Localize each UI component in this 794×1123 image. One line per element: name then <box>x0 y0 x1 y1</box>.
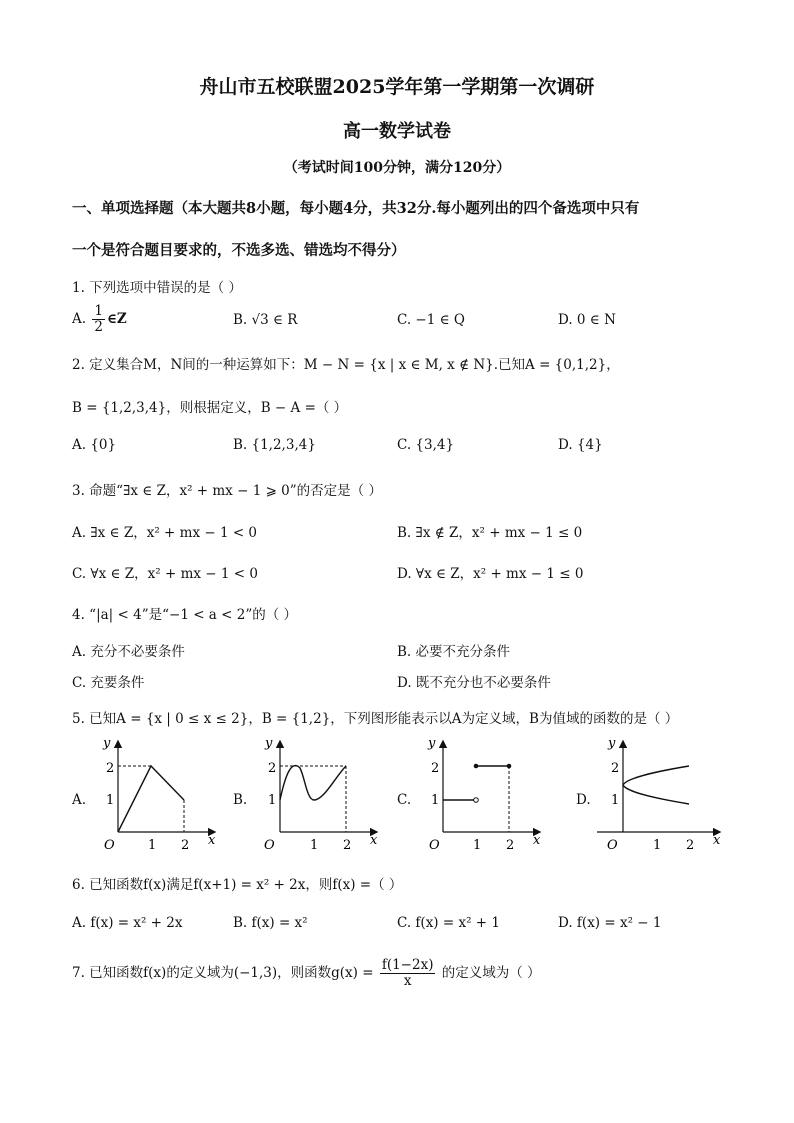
x-tick-2: 2 <box>181 838 190 853</box>
q4-option-d: D. 既不充分也不必要条件 <box>397 675 551 691</box>
q3-option-c: C. ∀x ∈ Z，x² + mx − 1 < 0 <box>72 566 258 582</box>
question-7-stem-part2: 的定义域为（ ） <box>441 965 541 981</box>
x-tick-2: 2 <box>506 838 515 853</box>
question-4-stem: 4. “|a| < 4”是“−1 < a < 2”的（ ） <box>72 607 298 623</box>
q5-graph-a <box>88 732 223 857</box>
q5-graph-a-label: A. <box>72 792 87 808</box>
fraction <box>92 304 105 335</box>
q1-option-a-label: A. <box>72 311 87 327</box>
q2-option-a: A. {0} <box>72 437 117 453</box>
y-tick-1: 1 <box>611 793 620 808</box>
x-axis-label: x <box>370 833 378 848</box>
question-1-stem: 1. 下列选项中错误的是（ ） <box>72 280 242 296</box>
section-heading-line1: 一、单项选择题（本大题共8小题，每小题4分，共32分.每小题列出的四个备选项中只有 <box>72 200 640 217</box>
function-curve <box>118 766 184 832</box>
q1-option-c: C. −1 ∈ Q <box>397 312 465 328</box>
q1-option-d: D. 0 ∈ N <box>558 312 616 328</box>
fraction-denominator: x <box>403 973 412 989</box>
x-tick-2: 2 <box>686 838 695 853</box>
question-6-stem: 6. 已知函数f(x)满足f(x+1) = x² + 2x，则f(x) =（ ） <box>72 877 403 893</box>
q3-option-d: D. ∀x ∈ Z，x² + mx − 1 ≤ 0 <box>397 566 584 582</box>
fraction-numerator: 1 <box>94 303 103 319</box>
q5-graph-d <box>593 732 728 857</box>
y-tick-1: 1 <box>106 793 115 808</box>
fraction-denominator: 2 <box>94 319 103 335</box>
x-axis-label: x <box>713 833 721 848</box>
q4-option-a: A. 充分不必要条件 <box>72 644 185 660</box>
q1-option-a <box>72 304 127 335</box>
question-7-stem <box>72 958 541 989</box>
q5-graph-b-label: B. <box>233 792 248 808</box>
y-tick-1: 1 <box>431 793 440 808</box>
q6-option-a: A. f(x) = x² + 2x <box>72 915 183 931</box>
question-5-stem: 5. 已知A = {x | 0 ≤ x ≤ 2}，B = {1,2}，下列图形能表示以A为定义域，B为值域的函数的是（ ） <box>72 711 679 727</box>
y-axis-label: y <box>608 736 616 751</box>
x-axis-label: x <box>533 833 541 848</box>
open-point <box>474 798 479 803</box>
origin-label: O <box>607 838 618 853</box>
q3-option-b: B. ∃x ∉ Z，x² + mx − 1 ≤ 0 <box>397 525 583 541</box>
y-tick-2: 2 <box>431 761 440 776</box>
q4-option-c: C. 充要条件 <box>72 675 145 691</box>
x-axis-label: x <box>208 833 216 848</box>
x-tick-1: 1 <box>473 838 482 853</box>
y-tick-2: 2 <box>106 761 115 776</box>
fraction <box>380 958 436 989</box>
q2-option-d: D. {4} <box>558 437 603 453</box>
q6-option-b: B. f(x) = x² <box>233 915 308 931</box>
origin-label: O <box>264 838 275 853</box>
function-curve <box>623 766 689 804</box>
question-3-stem: 3. 命题“∃x ∈ Z，x² + mx − 1 ⩾ 0”的否定是（ ） <box>72 483 382 499</box>
y-axis-label: y <box>103 736 111 751</box>
x-tick-2: 2 <box>343 838 352 853</box>
function-curve <box>280 766 346 800</box>
exam-title: 舟山市五校联盟2025学年第一学期第一次调研 <box>199 76 595 98</box>
x-tick-1: 1 <box>653 838 662 853</box>
question-7-stem-part1: 7. 已知函数f(x)的定义域为(−1,3)，则函数g(x) = <box>72 965 374 981</box>
y-tick-1: 1 <box>268 793 277 808</box>
section-heading-line2: 一个是符合题目要求的，不选多选、错选均不得分） <box>72 242 406 259</box>
q5-graph-c-label: C. <box>397 792 412 808</box>
q2-option-b: B. {1,2,3,4} <box>233 437 316 453</box>
q3-option-a: A. ∃x ∈ Z，x² + mx − 1 < 0 <box>72 525 258 541</box>
fraction-numerator: f(1−2x) <box>381 957 434 973</box>
y-tick-2: 2 <box>268 761 277 776</box>
q1-option-b: B. √3 ∈ R <box>233 312 298 328</box>
y-axis-label: y <box>428 736 436 751</box>
q5-graph-d-label: D. <box>576 792 591 808</box>
q5-graph-c <box>413 732 548 857</box>
exam-info: （考试时间100分钟，满分120分） <box>283 160 511 176</box>
origin-label: O <box>429 838 440 853</box>
q4-option-b: B. 必要不充分条件 <box>397 644 511 660</box>
exam-subtitle: 高一数学试卷 <box>343 121 451 142</box>
y-tick-2: 2 <box>611 761 620 776</box>
x-tick-1: 1 <box>310 838 319 853</box>
q6-option-c: C. f(x) = x² + 1 <box>397 915 500 931</box>
q5-graph-b <box>250 732 385 857</box>
q6-option-d: D. f(x) = x² − 1 <box>558 915 662 931</box>
question-2-stem: 2. 定义集合M，N间的一种运算如下：M − N = {x | x ∈ M, x ∉ N}.已知A = {0,1,2}， <box>72 357 620 373</box>
q1-option-a-rest: ∈Z <box>106 311 127 327</box>
origin-label: O <box>104 838 115 853</box>
x-tick-1: 1 <box>148 838 157 853</box>
y-axis-label: y <box>265 736 273 751</box>
question-2-stem-line2: B = {1,2,3,4}，则根据定义，B − A =（ ） <box>72 400 348 416</box>
q2-option-c: C. {3,4} <box>397 437 455 453</box>
